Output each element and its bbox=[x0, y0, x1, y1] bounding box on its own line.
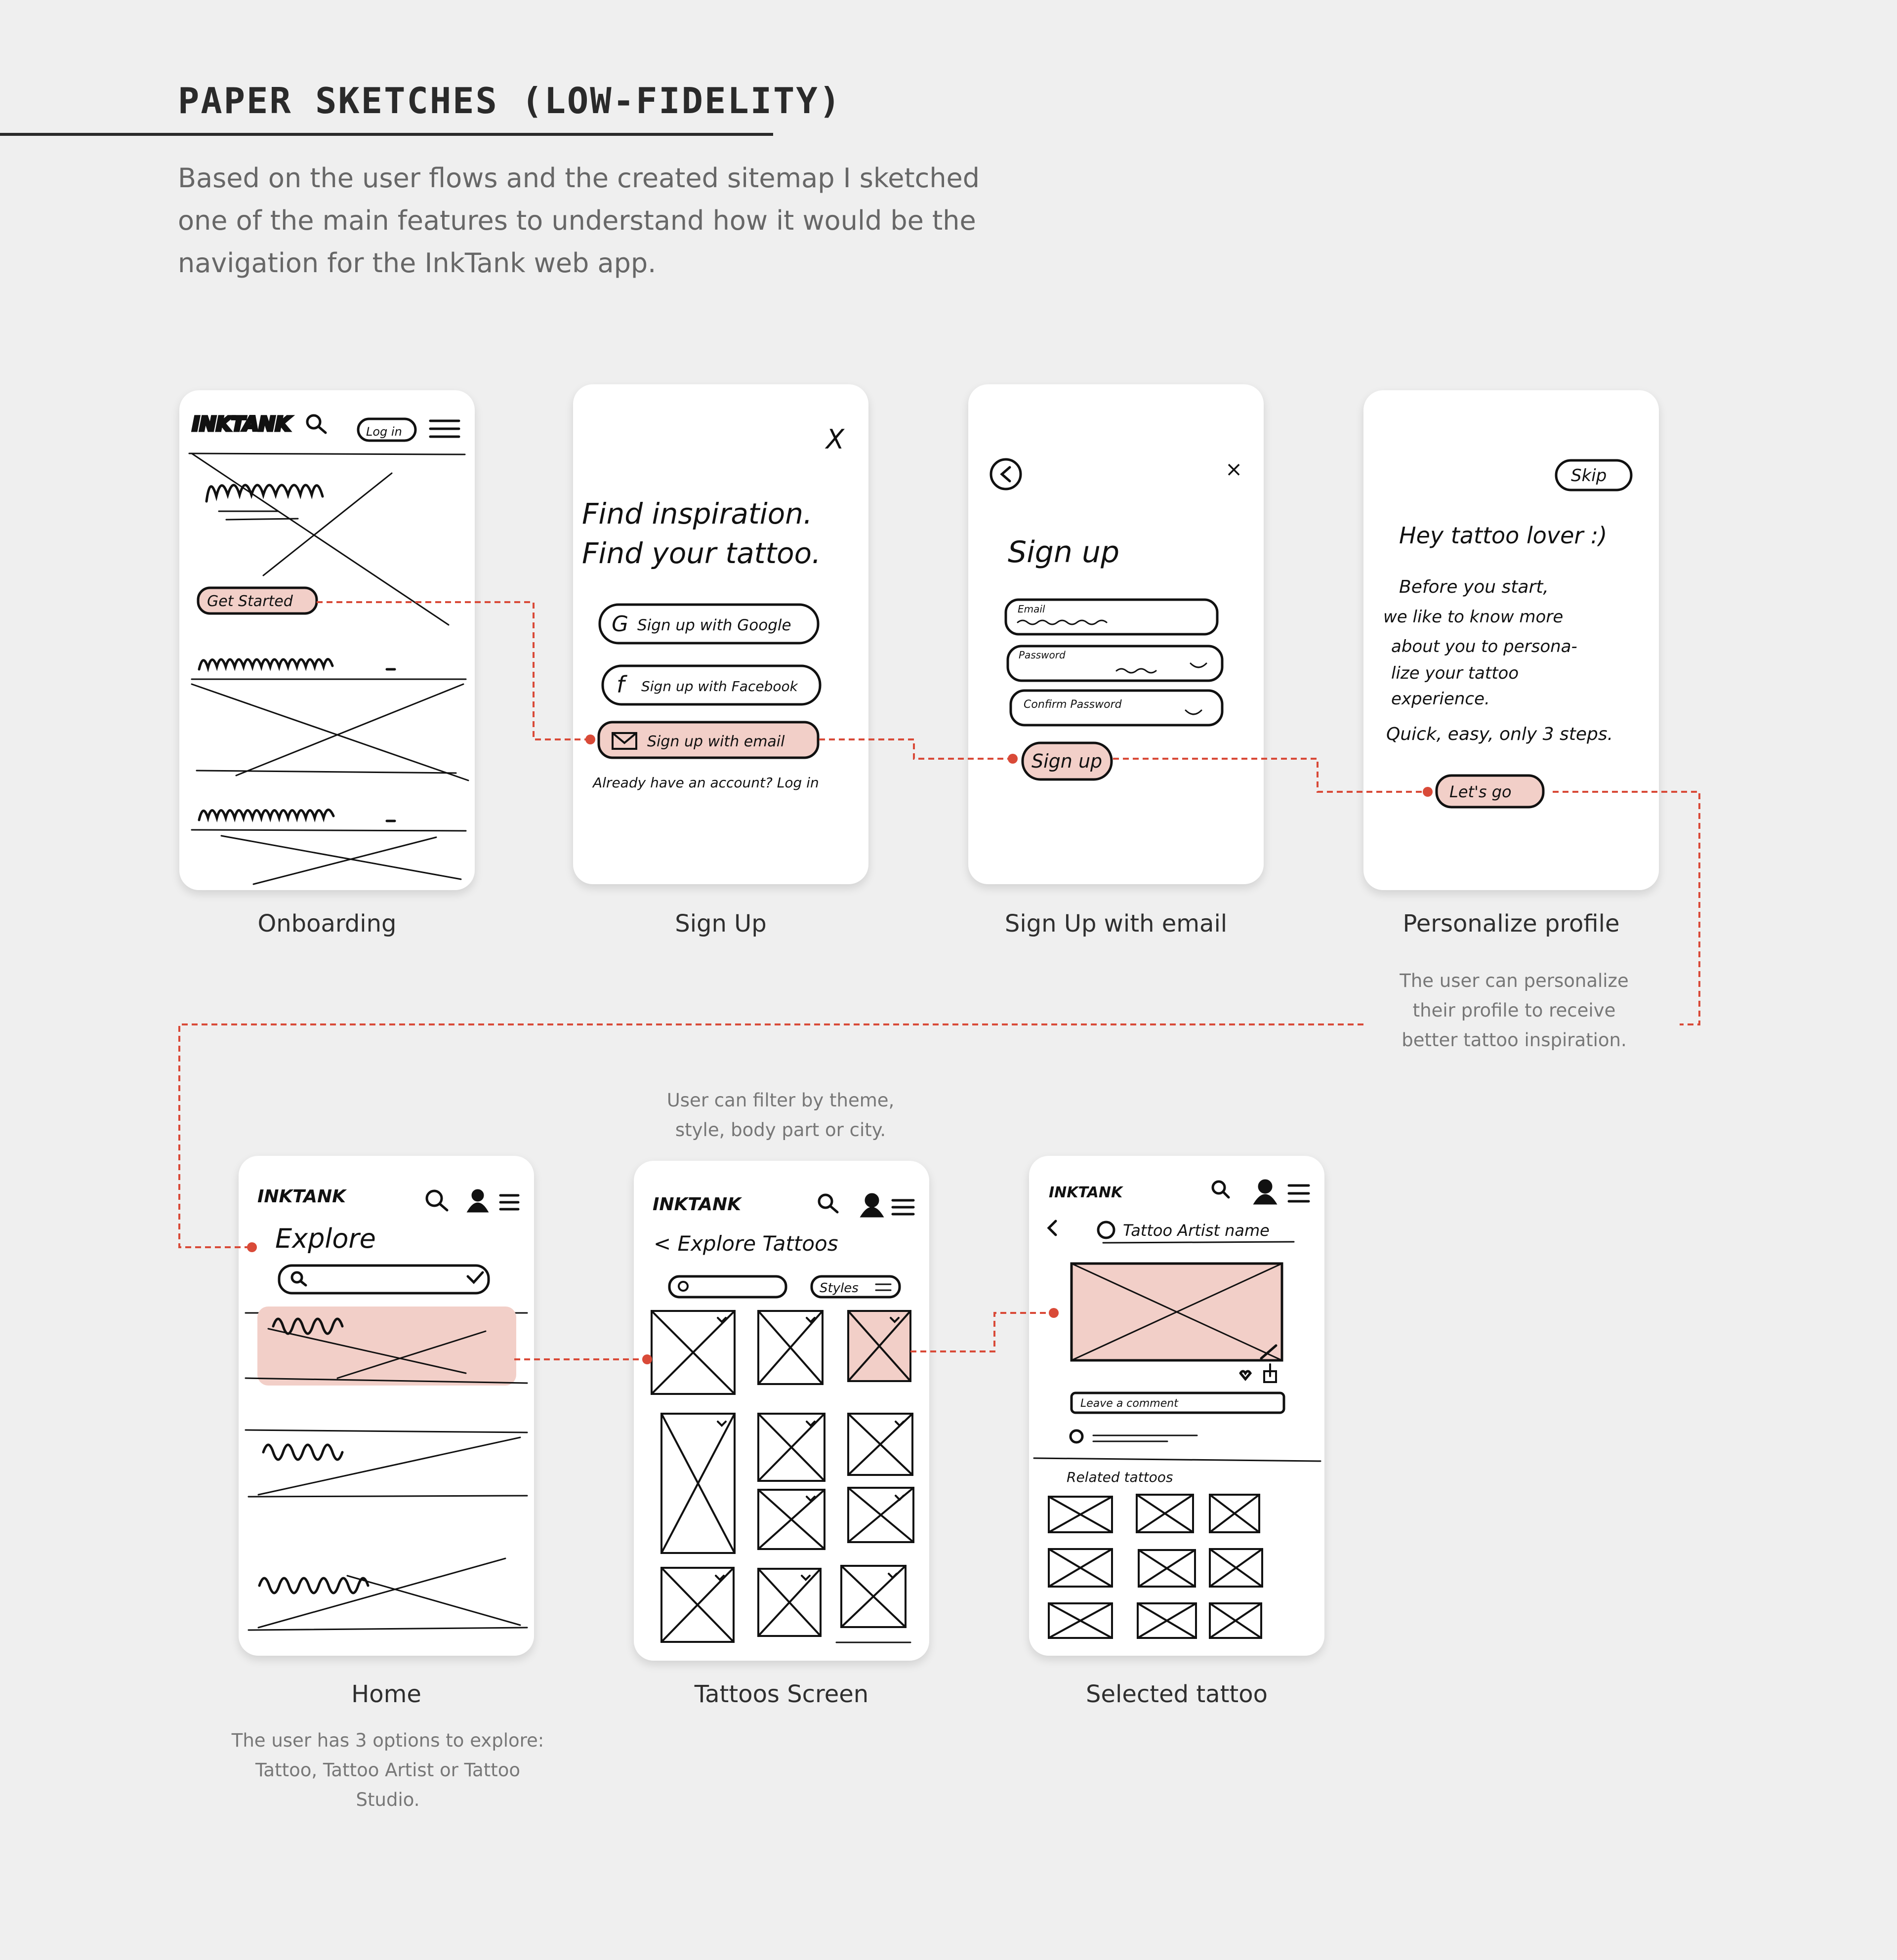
tattoo-thumbnail[interactable] bbox=[848, 1414, 912, 1475]
body-line-2: we like to know more bbox=[1383, 607, 1564, 627]
related-thumbnail[interactable] bbox=[1210, 1603, 1261, 1638]
heart-icon[interactable] bbox=[1240, 1371, 1250, 1379]
tattoo-thumbnail[interactable] bbox=[758, 1414, 825, 1481]
hero-scribble bbox=[206, 485, 323, 501]
user-icon[interactable] bbox=[862, 1194, 882, 1216]
menu-icon[interactable] bbox=[893, 1200, 913, 1214]
heart-icon[interactable] bbox=[718, 1422, 726, 1426]
facebook-signup-label: Sign up with Facebook bbox=[641, 678, 798, 694]
email-signup-label: Sign up with email bbox=[647, 733, 785, 750]
related-thumbnail[interactable] bbox=[1138, 1603, 1196, 1638]
password-field-label: Password bbox=[1019, 649, 1066, 661]
tattoos-note: User can filter by theme, style, body part or city. bbox=[666, 1090, 895, 1141]
search-icon[interactable] bbox=[427, 1191, 447, 1210]
tattoo-thumbnail[interactable] bbox=[758, 1311, 823, 1384]
tattoos-screen bbox=[634, 1161, 929, 1661]
tattoo-thumbnail[interactable] bbox=[841, 1566, 906, 1627]
logo: INKTANK bbox=[192, 413, 290, 436]
search-icon[interactable] bbox=[307, 415, 326, 433]
title-underline bbox=[0, 133, 773, 136]
related-thumbnail[interactable] bbox=[1139, 1550, 1195, 1587]
logo: INKTANK bbox=[1049, 1184, 1123, 1201]
styles-filter-label: Styles bbox=[820, 1281, 859, 1296]
signup-submit-label: Sign up bbox=[1031, 750, 1103, 772]
tattoo-grid bbox=[652, 1311, 913, 1642]
home-screen bbox=[239, 1156, 534, 1656]
user-icon[interactable] bbox=[469, 1190, 487, 1211]
comment-placeholder: Leave a comment bbox=[1080, 1397, 1178, 1410]
tattoo-thumbnail-highlighted[interactable] bbox=[848, 1311, 910, 1381]
email-field-label: Email bbox=[1018, 603, 1045, 615]
tattoos-label: Tattoos Screen bbox=[694, 1680, 869, 1708]
headline-line-1: Find inspiration. bbox=[582, 497, 813, 531]
heart-icon[interactable] bbox=[802, 1576, 810, 1580]
related-thumbnail[interactable] bbox=[1137, 1495, 1193, 1532]
heart-icon[interactable] bbox=[896, 1496, 904, 1500]
user-icon[interactable] bbox=[1255, 1181, 1275, 1203]
share-icon[interactable] bbox=[1264, 1364, 1276, 1382]
login-label: Log in bbox=[366, 425, 402, 439]
signup-email-screen bbox=[968, 384, 1264, 884]
logo: INKTANK bbox=[257, 1186, 346, 1207]
heart-icon[interactable] bbox=[889, 1574, 897, 1578]
artist-name[interactable]: Tattoo Artist name bbox=[1123, 1221, 1270, 1240]
menu-icon[interactable] bbox=[500, 1195, 518, 1209]
login-link[interactable]: Already have an account? Log in bbox=[593, 775, 819, 791]
personalize-screen bbox=[1363, 390, 1659, 890]
related-thumbnail[interactable] bbox=[1049, 1549, 1112, 1587]
home-label: Home bbox=[351, 1680, 421, 1708]
onboarding-label: Onboarding bbox=[257, 910, 397, 938]
body-line-5: experience. bbox=[1391, 689, 1490, 709]
skip-label: Skip bbox=[1571, 466, 1607, 486]
related-thumbnail[interactable] bbox=[1210, 1549, 1262, 1587]
selected-tattoo-screen bbox=[1029, 1156, 1324, 1656]
commenter-avatar-icon bbox=[1071, 1430, 1082, 1442]
tattoo-thumbnail[interactable] bbox=[848, 1488, 913, 1542]
explore-tattoos-heading: < Explore Tattoos bbox=[654, 1231, 838, 1256]
back-icon[interactable] bbox=[1049, 1221, 1056, 1235]
lets-go-label: Let's go bbox=[1449, 782, 1512, 801]
explore-heading: Explore bbox=[275, 1223, 376, 1254]
signup-screen bbox=[573, 384, 868, 884]
menu-icon[interactable] bbox=[430, 421, 459, 437]
home-note: The user has 3 options to explore: Tattoo, Tattoo Artist or Tattoo Studio. bbox=[231, 1730, 544, 1810]
back-icon[interactable] bbox=[991, 459, 1021, 489]
tattoo-thumbnail[interactable] bbox=[652, 1311, 735, 1394]
close-icon[interactable]: × bbox=[1225, 457, 1243, 481]
body-line-3: about you to persona- bbox=[1391, 637, 1577, 656]
headline-line-2: Find your tattoo. bbox=[582, 536, 821, 570]
dropdown-chevron-icon[interactable] bbox=[468, 1272, 483, 1282]
google-icon: G bbox=[612, 612, 629, 637]
menu-icon[interactable] bbox=[1289, 1185, 1309, 1201]
signup-heading: Sign up bbox=[1008, 535, 1120, 570]
signup-email-label: Sign Up with email bbox=[1004, 910, 1228, 938]
google-signup-label: Sign up with Google bbox=[637, 616, 791, 634]
tattoo-thumbnail[interactable] bbox=[661, 1568, 734, 1642]
intro-paragraph: Based on the user flows and the created sitemap I sketched one of the main features to understand how it would be the navigation for the InkTank web app. bbox=[178, 163, 980, 279]
tattoo-thumbnail[interactable] bbox=[758, 1569, 821, 1636]
page-title: PAPER SKETCHES (LOW-FIDELITY) bbox=[178, 80, 842, 122]
search-icon[interactable] bbox=[819, 1195, 837, 1212]
personalize-label: Personalize profile bbox=[1402, 910, 1620, 938]
eye-icon[interactable] bbox=[1186, 710, 1201, 714]
body-line-4: lize your tattoo bbox=[1391, 663, 1519, 683]
signup-label: Sign Up bbox=[675, 910, 767, 938]
related-thumbnail[interactable] bbox=[1210, 1495, 1259, 1532]
search-bar[interactable] bbox=[279, 1266, 489, 1293]
artist-avatar-icon bbox=[1098, 1222, 1114, 1238]
search-icon bbox=[292, 1272, 306, 1285]
heart-icon[interactable] bbox=[896, 1422, 904, 1426]
related-tattoos-heading: Related tattoos bbox=[1067, 1469, 1173, 1485]
search-icon bbox=[679, 1282, 688, 1291]
facebook-icon: f bbox=[617, 671, 625, 698]
close-icon[interactable]: X bbox=[826, 424, 844, 455]
related-thumbnail[interactable] bbox=[1049, 1497, 1112, 1532]
selected-tattoo-label: Selected tattoo bbox=[1086, 1680, 1268, 1708]
confirm-password-label: Confirm Password bbox=[1024, 698, 1122, 711]
greeting: Hey tattoo lover :) bbox=[1399, 522, 1608, 549]
search-icon[interactable] bbox=[1213, 1182, 1229, 1197]
related-thumbnail[interactable] bbox=[1049, 1603, 1112, 1638]
onboarding-screen bbox=[179, 390, 475, 890]
tattoo-thumbnail[interactable] bbox=[758, 1490, 825, 1549]
related-tattoos-grid bbox=[1049, 1495, 1262, 1638]
filter-icon bbox=[876, 1284, 891, 1290]
logo: INKTANK bbox=[653, 1194, 742, 1215]
tattoo-thumbnail[interactable] bbox=[661, 1414, 735, 1553]
body-line-6: Quick, easy, only 3 steps. bbox=[1386, 724, 1613, 744]
personalize-note: The user can personalize their profile to receive better tattoo inspiration. bbox=[1400, 970, 1629, 1051]
get-started-label: Get Started bbox=[207, 593, 293, 610]
eye-icon[interactable] bbox=[1191, 663, 1206, 667]
body-line-1: Before you start, bbox=[1399, 577, 1549, 597]
